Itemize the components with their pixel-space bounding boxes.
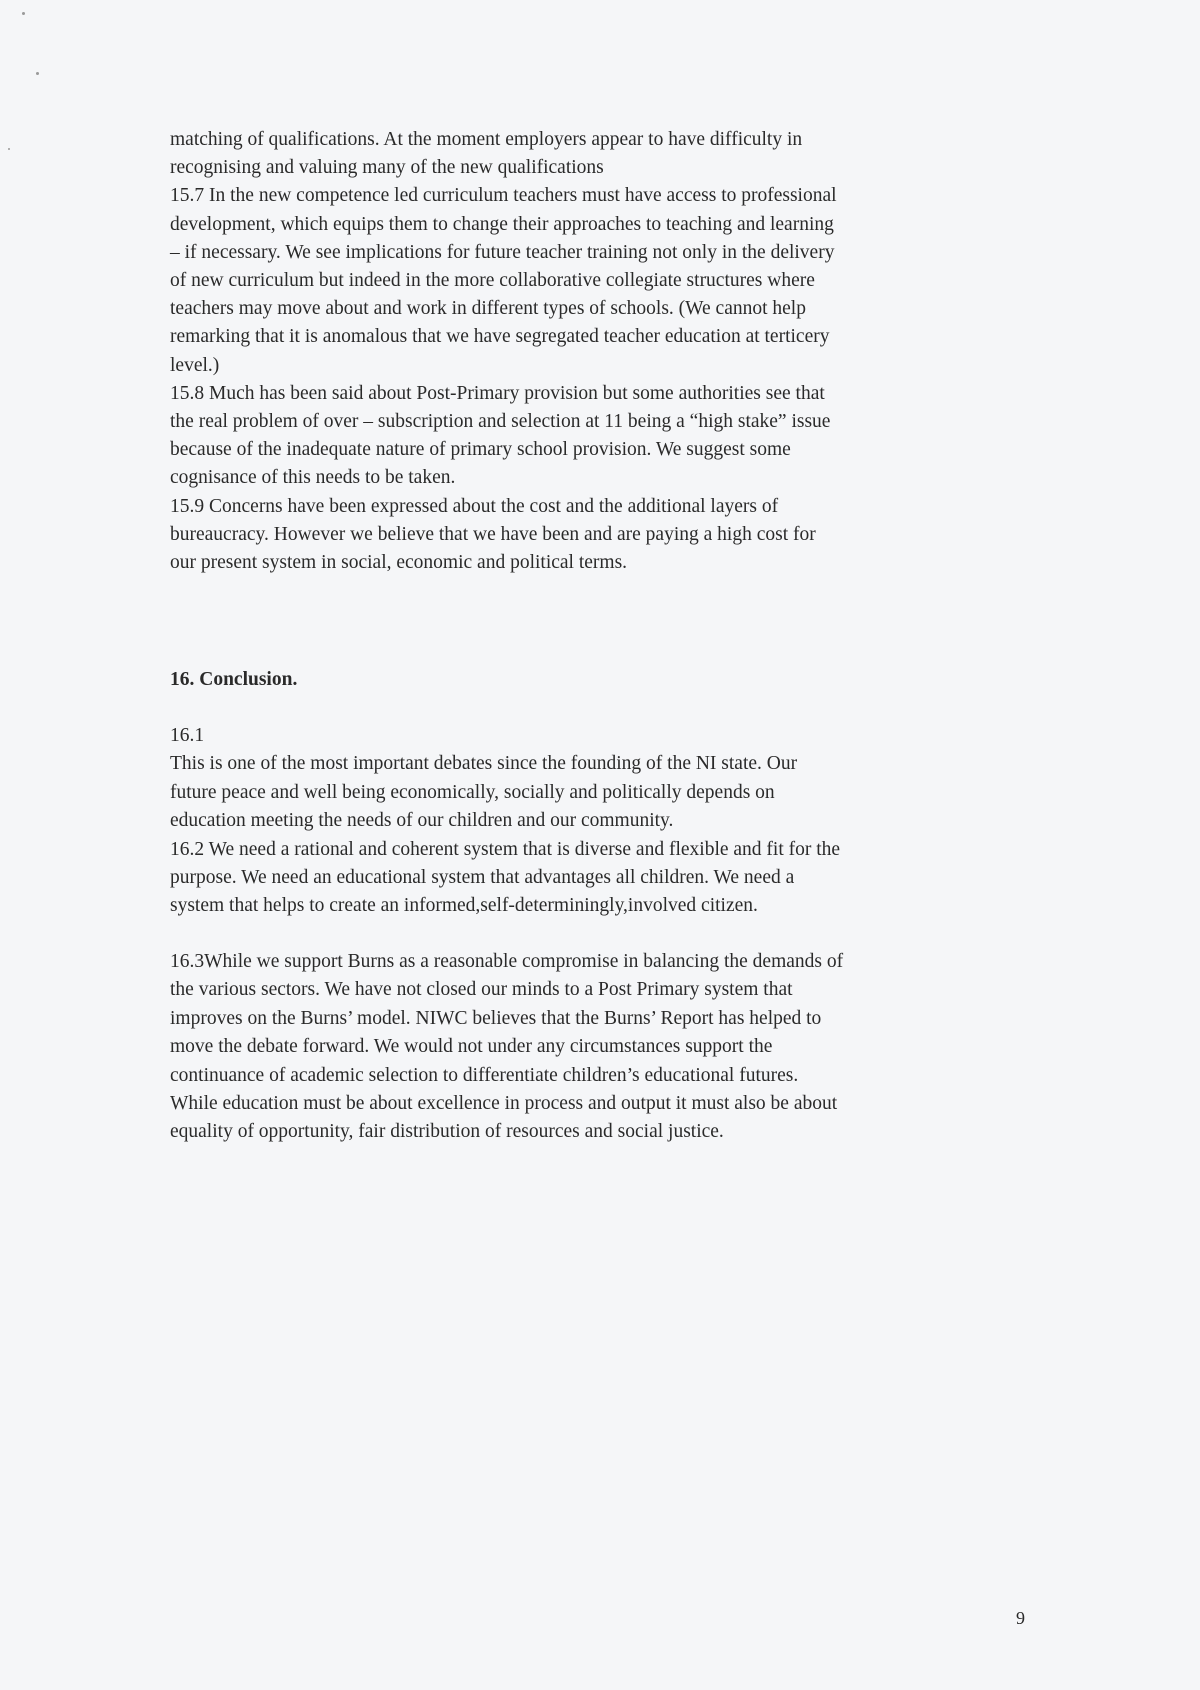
text-line: system that helps to create an informed,self-determiningly,involved citizen.: [170, 895, 758, 917]
text-line: This is one of the most important debates since the founding of the NI state. Our: [170, 753, 798, 775]
section-heading: 16. Conclusion.: [170, 669, 298, 690]
text-line: 15.8 Much has been said about Post-Primary provision but some authorities see that: [170, 382, 825, 404]
text-line: While education must be about excellence in process and output it must also be about: [170, 1093, 838, 1115]
text-line: remarking that it is anomalous that we have segregated teacher education at terticery: [170, 326, 830, 348]
text-line: continuance of academic selection to differentiate children’s educational futures.: [170, 1064, 799, 1086]
text-line: teachers may move about and work in different types of schools. (We cannot help: [170, 298, 806, 320]
text-line: the various sectors. We have not closed our minds to a Post Primary system that: [170, 979, 793, 1001]
text-line: purpose. We need an educational system that advantages all children. We need a: [170, 867, 795, 889]
text-line: education meeting the needs of our children and our community.: [170, 810, 674, 832]
text-line: development, which equips them to change their approaches to teaching and learning: [170, 213, 834, 235]
text-line: our present system in social, economic and political terms.: [170, 552, 628, 574]
scan-speck: [8, 148, 10, 150]
text-line: 15.9 Concerns have been expressed about the cost and the additional layers of: [170, 495, 779, 517]
text-line: – if necessary. We see implications for future teacher training not only in the delivery: [170, 241, 835, 263]
section-16-3-text: [170, 948, 1030, 1147]
text-line: 16.3While we support Burns as a reasonable compromise in balancing the demands of: [170, 951, 844, 972]
text-line: of new curriculum but indeed in the more collaborative collegiate structures where: [170, 270, 815, 292]
text-line: 16.2 We need a rational and coherent system that is diverse and flexible and fit for the: [170, 838, 841, 860]
scan-speck: [22, 12, 25, 15]
page-number: 9: [1016, 1608, 1025, 1628]
text-line: the real problem of over – subscription and selection at 11 being a “high stake” issue: [170, 411, 831, 433]
text-line: equality of opportunity, fair distribution of resources and social justice.: [170, 1121, 724, 1143]
section-16-text: [170, 722, 1030, 921]
text-line: level.): [170, 354, 220, 376]
scan-speck: [36, 72, 39, 75]
text-line: because of the inadequate nature of primary school provision. We suggest some: [170, 439, 791, 461]
text-line: 16.1: [170, 725, 205, 746]
text-line: cognisance of this needs to be taken.: [170, 467, 456, 489]
text-line: bureaucracy. However we believe that we have been and are paying a high cost for: [170, 523, 816, 545]
text-line: improves on the Burns’ model. NIWC believes that the Burns’ Report has helped to: [170, 1007, 822, 1029]
text-line: move the debate forward. We would not under any circumstances support the: [170, 1036, 773, 1058]
text-line: recognising and valuing many of the new qualifications: [170, 157, 604, 179]
text-line: matching of qualifications. At the moment employers appear to have difficulty in: [170, 129, 803, 150]
text-line: future peace and well being economically, socially and politically depends on: [170, 781, 775, 803]
section-15-text: [170, 126, 1030, 577]
text-line: 15.7 In the new competence led curriculum teachers must have access to professional: [170, 185, 837, 207]
